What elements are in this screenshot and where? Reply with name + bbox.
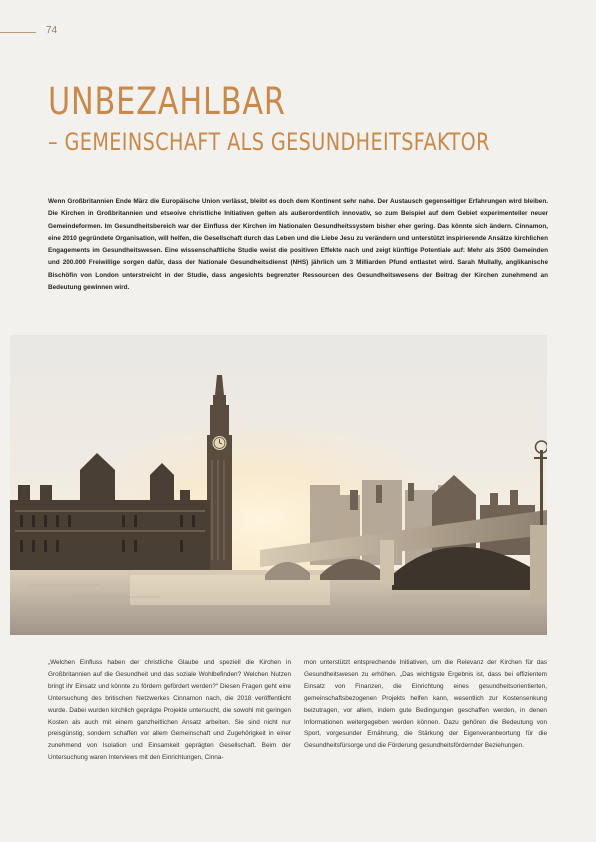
westminster-illustration (10, 335, 547, 635)
folio-rule (0, 32, 36, 33)
page-title: UNBEZAHLBAR (48, 80, 286, 123)
body-column-left (48, 657, 291, 764)
intro-paragraph: Wenn Großbritannien Ende März die Europäische Union verlässt, bleibt es doch dem Kontinent sehr nahe. Der Austausch gegenseitiger Erfahrungen wird bleiben. Die Kirchen in Großbritannien und etseoive christliche Initiativen gelten als außerordentlich innovativ, so zum Beispiel auf dem Gebiet experimenteller neuer Gemeindeformen. Im Gesundheitsbereich war der Einfluss der Kirchen im Nationalen Gesundheitssystem bisher eher gering. Das könnte sich ändern. Cinnamon, eine 2010 gegründete Organisation, will helfen, die Gesellschaft durch das Leben und die Liebe Jesu zu verändern und unterstützt inspirierende Ansätze kirchlichen Engagements im Gesundheitswesen. Eine wissenschaftliche Studie weist die positiven Effekte nach und zeigt künftige Potentiale auf: Mehr als 3500 Gemeinden und 200.000 Freiwillige sorgen dafür, dass der Nationale Gesundheitsdienst (NHS) jährlich um 3 Milliarden Pfund entlastet wird. Sarah Mullally, anglikanische Bischöfin von London unterstreicht in der Studie, dass angesichts begrenzter Ressourcen des Gesundheitswesens der Beitrag der Kirchen zunehmend an Bedeutung gewinnen wird. (48, 198, 548, 292)
page-number: 74 (46, 25, 58, 36)
body-text-right: mon unterstützt entsprechende Initiativen, um die Relevanz der Kirchen für das Gesundheitswesen zu erhöhen. „Das wichtigste Ergebnis ist, dass bei effizientem Einsatz von Finanzen, die Einrichtung eines gesundheitsorientierten, gemeinschaftsbezogenen Projekts helfen kann, wesentlich zur Kostensenkung beizutragen, vor allem, indem gute Bedingungen geschaffen werden, in denen Informationen weitergegeben werden können. Dazu gehören die Bedeutung von Sport, vorgesunder Ernährung, die Stärkung der Eigenverantwortung für die Gesundheitsfürsorge und die Förderung gesundheitsfördernder Beziehungen. (304, 659, 547, 750)
page-subtitle: – GEMEINSCHAFT ALS GESUNDHEITSFAKTOR (48, 128, 490, 156)
westminster-photo (10, 335, 547, 635)
body-text-left: „Welchen Einfluss haben der christliche Glaube und speziell die Kirchen in Großbritannien auf die Gesundheit und das soziale Wohlbefinden? Welchen Nutzen bringt ihr Einsatz und könnte zu fördern gefördert werden?“ Diesen Fragen geht eine Untersuchung des britischen Netzwerkes Cinnamon nach, die 2018 veröffentlicht wurde. Dabei wurden kirchlich geprägte Projekte untersucht, die sowohl mit geringen Kosten als auch mit einem ganzheitlichen Ansatz arbeiten. Sie sind nicht nur preisgünstig, sondern schaffen vor allem Gemeinschaft und Zugehörigkeit in einer zunehmend von Isolation und Einsamkeit geprägten Gesellschaft. Beim der Untersuchung waren Interviews mit den Einrichtungen, Cinna- (48, 659, 291, 762)
headline-block (48, 82, 556, 156)
body-column-right (304, 657, 547, 752)
